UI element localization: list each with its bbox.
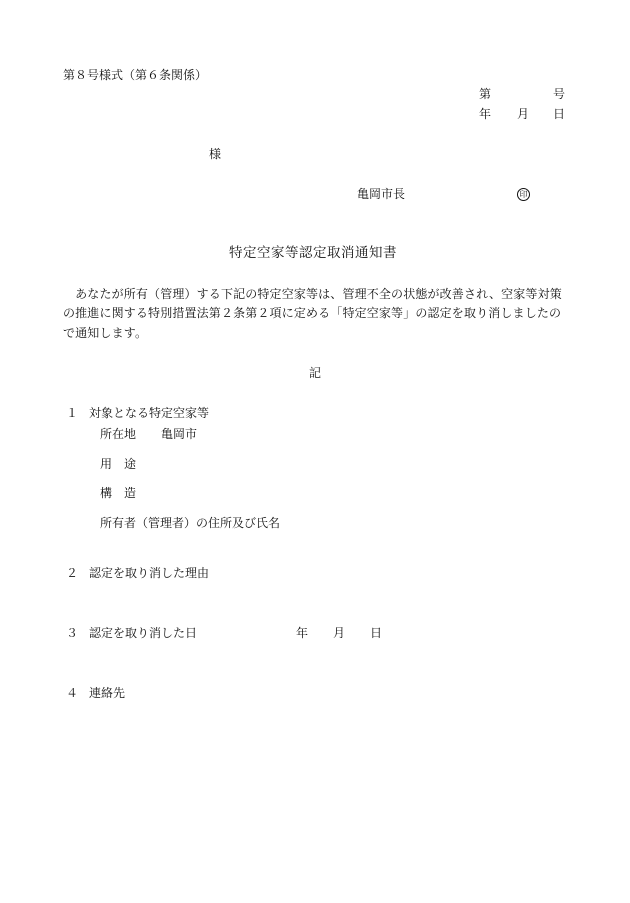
- owner-label: 所有者（管理者）の住所及び氏名: [100, 516, 281, 530]
- addressee-honorific: 様: [209, 147, 222, 161]
- body-line: で通知します。: [63, 326, 148, 340]
- sender-title: 亀岡市長: [357, 187, 406, 201]
- item4-number: ４: [66, 686, 79, 700]
- structure-label: 構 造: [100, 486, 137, 500]
- item2-label: 認定を取り消した理由: [89, 566, 210, 580]
- item3-label: 認定を取り消した日: [89, 626, 198, 640]
- doc-number-prefix: 第: [479, 87, 492, 101]
- item2-number: ２: [66, 566, 79, 580]
- item1-number: １: [66, 406, 79, 420]
- doc-number-suffix: 号: [553, 87, 566, 101]
- document-title: 特定空家等認定取消通知書: [229, 245, 397, 261]
- item3-month: 月: [333, 626, 346, 640]
- body-line: の推進に関する特別措置法第２条第２項に定める「特定空家等」の認定を取り消しましたの: [63, 306, 562, 320]
- seal-icon: 印: [517, 188, 530, 201]
- seal-mark: [517, 187, 530, 201]
- form-number: 第８号様式（第６条関係）: [63, 68, 208, 82]
- use-label: 用 途: [100, 457, 137, 471]
- item4-label: 連絡先: [89, 686, 126, 700]
- item3-day: 日: [370, 626, 383, 640]
- date-month: 月: [517, 107, 530, 121]
- location-value: 亀岡市: [161, 427, 198, 441]
- body-line: あなたが所有（管理）する下記の特定空家等は、管理不全の状態が改善され、空家等対策: [63, 287, 562, 301]
- item1-label: 対象となる特定空家等: [89, 406, 210, 420]
- date-year: 年: [479, 107, 492, 121]
- location-label: 所在地: [100, 427, 137, 441]
- item3-number: ３: [66, 626, 79, 640]
- date-day: 日: [553, 107, 566, 121]
- ki-mark: 記: [309, 366, 322, 380]
- item3-year: 年: [296, 626, 309, 640]
